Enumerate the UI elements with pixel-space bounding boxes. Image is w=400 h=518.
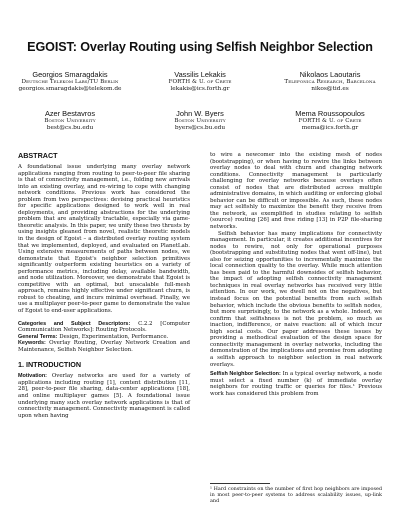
body-paragraph: Selfish behavior has many implications for connectivity management. In particular, it creates additional incentives for nodes to rewire, not only for operational purposes (bootstrapping and substituting nodes that went off-line), but also for seizing opportunities to incrementally maximize the local connection quality to the overlay. While much attention has been paid to the harmful downsides of selfish behavior, the impact of adopting selfish connectivity management techniques in real overlay networks has received very little attention. In our work, we dwell not on the negatives, but instead focus on the potential benefits from such selfish behavior, which include the obvious benefits to selfish nodes, but more surprisingly, to the network as a whole. Indeed, we confirm that selfishness is not the problem, so much as inaction, indifference, or naive reaction: all of which incur high social costs. Our paper addresses these issues by providing a methodical evaluation of the design space for connectivity management in overlay networks, including the demonstration of the implications and promise from adopting a selfish approach to neighbor selection in real network overlays. xyxy=(210,230,382,368)
footnote-rule xyxy=(210,483,270,484)
right-column xyxy=(210,152,382,397)
keywords-text: Overlay Routing, Overlay Network Creation and Maintenance, Selfish Neighbor Selection. xyxy=(18,340,190,353)
author-affiliation: FORTH & U. of Crete xyxy=(298,117,362,124)
author-affiliation: Boston University xyxy=(44,117,96,124)
sns-label: Selfish Neighbor Selection: xyxy=(210,371,281,378)
author-block xyxy=(5,71,135,94)
author-affiliation: Deutsche Telekom Labs/TU Berlin xyxy=(21,78,119,85)
author-affiliation: Boston University xyxy=(174,117,226,124)
author-block xyxy=(265,71,395,94)
author-name: John W. Byers xyxy=(176,109,224,118)
motivation-text: Overlay networks are used for a variety of applications including routing [1], content distribution [11, 28], peer-to-peer file sharing, data-center applications [18], and online multiplayer games [5]. A foundational issue underlying many such overlay network applications is that of connectivity management. Connectivity management is called upon when having xyxy=(18,373,190,419)
motivation-paragraph xyxy=(18,373,190,419)
left-column xyxy=(18,152,190,419)
author-email: byers@cs.bu.edu xyxy=(174,125,226,132)
sns-text: In a typical overlay network, a node must select a fixed number (k) of immediate overlay neighbors for routing traffic or queries for files.¹ Previous work has considered this problem from xyxy=(210,371,383,397)
keywords-label: Keywords: xyxy=(18,340,46,347)
author-affiliation: Telefonica Research, Barcelona xyxy=(284,78,376,85)
author-block xyxy=(5,110,135,133)
sns-paragraph xyxy=(210,371,382,397)
author-email: georgios.smaragdakis@telekom.de xyxy=(18,86,122,93)
author-block xyxy=(265,110,395,133)
general-terms-text: Design, Experimentation, Performance. xyxy=(59,333,169,340)
author-name: Mema Roussopoulos xyxy=(295,109,365,118)
categories-text: C.2.2 [Computer Communication Networks]: Routing Protocols. xyxy=(18,320,190,334)
author-email: mema@ics.forth.gr xyxy=(301,125,359,132)
author-email: best@cs.bu.edu xyxy=(46,125,94,132)
author-email: nikos@tid.es xyxy=(311,86,349,93)
author-affiliation: FORTH & U. of Crete xyxy=(168,78,232,85)
keywords xyxy=(18,340,190,353)
author-name: Nikolaos Laoutaris xyxy=(299,70,361,79)
author-block xyxy=(135,71,265,94)
general-terms-label: General Terms: xyxy=(18,333,58,340)
body-paragraph: to wire a newcomer into the existing mesh of nodes (bootstrapping), or when having to rewire the links between overlay nodes to deal with churn and changing network conditions. Connectivity management is particularly challenging for overlay networks because overlays often consist of nodes that are distributed across multiple administrative domains, in which auditing or enforcing global behavior can be difficult or impossible. As such, these nodes may act selfishly to maximize the benefit they receive from the network, as exemplified in studies relating to selfish (source) routing [26] and free riding [13] in P2P file-sharing networks. xyxy=(210,152,382,231)
categories xyxy=(18,321,190,334)
categories-label: Categories and Subject Descriptors: xyxy=(18,320,131,327)
author-block xyxy=(135,110,265,133)
footnote: ¹ Hard constraints on the number of first hop neighbors are imposed in most peer-to-peer systems to address scalability issues, up-link and xyxy=(210,486,382,504)
author-name: Georgios Smaragdakis xyxy=(32,70,108,79)
abstract-body: A foundational issue underlying many overlay network applications ranging from routing to peer-to-peer file sharing is that of connectivity management, i.e., folding new arrivals into an existing overlay, and re-wiring to cope with changing network conditions. Previous work has considered the problem from two perspectives: devising practical heuristics for specific applications designed to work well in real deployments, and providing abstractions for the underlying problem that are analytically tractable, especially via game-theoretic analysis. In this paper, we unify these two thrusts by using insights gleaned from novel, realistic theoretic models in the design of Egoist – a distributed overlay routing system that we implemented, deployed, and evaluated on PlanetLab. Using extensive measurements of paths between nodes, we demonstrate that Egoist's neighbor selection primitives significantly outperform existing heuristics on a variety of performance metrics, including delay, available bandwidth, and node utilization. Moreover, we demonstrate that Egoist is competitive with an optimal, but unscalable full-mesh approach, remains highly effective under significant churn, is robust to cheating, and incurs minimal overhead. Finally, we use a multiplayer peer-to-peer game to demonstrate the value of Egoist to end-user applications. xyxy=(18,164,190,315)
motivation-label: Motivation: xyxy=(18,373,47,380)
author-name: Azer Bestavros xyxy=(44,109,96,118)
author-email: lekakis@ics.forth.gr xyxy=(170,86,230,93)
author-name: Vassilis Lekakis xyxy=(174,70,226,79)
abstract-heading: ABSTRACT xyxy=(18,151,58,160)
paper-title: EGOIST: Overlay Routing using Selfish Neighbor Selection xyxy=(27,40,373,54)
introduction-heading: 1. INTRODUCTION xyxy=(18,360,82,370)
